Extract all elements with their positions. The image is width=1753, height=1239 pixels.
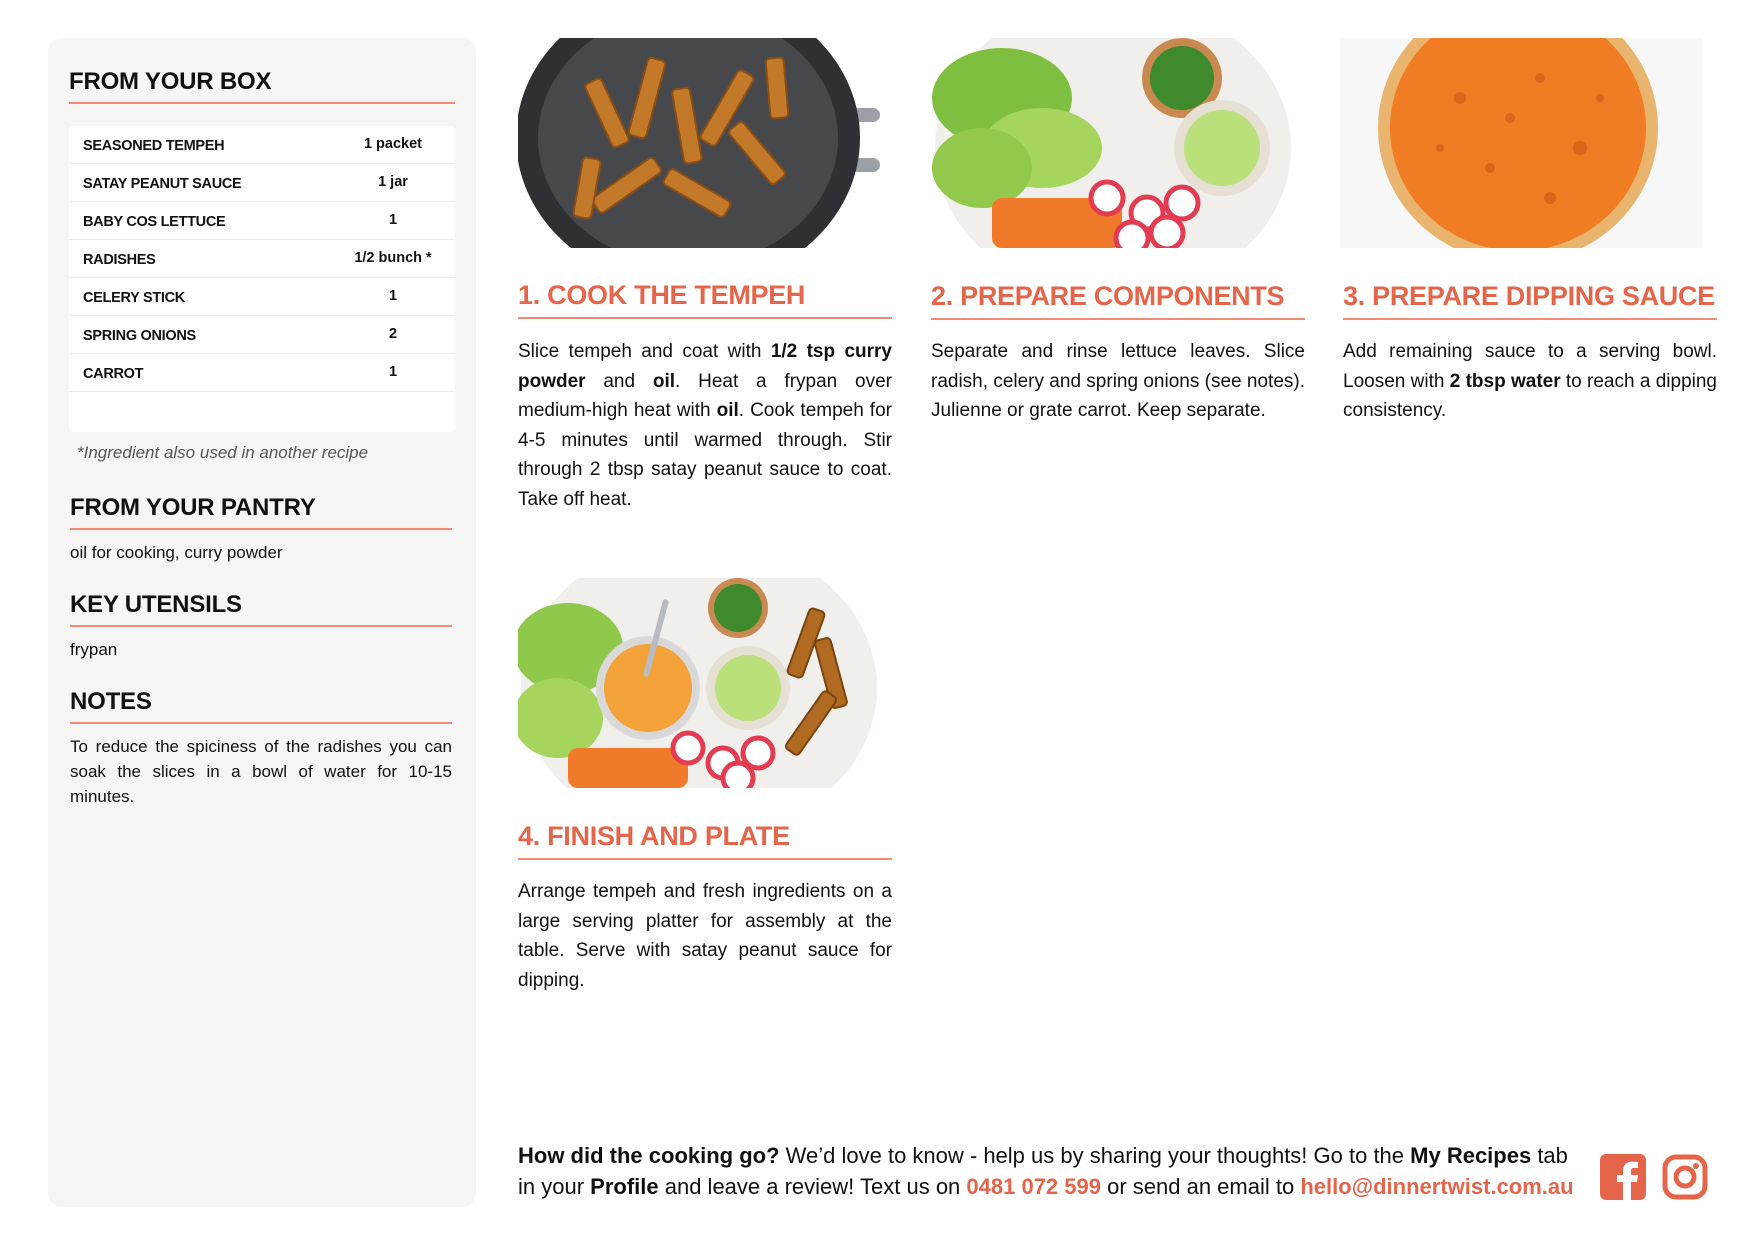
from-your-box-title: FROM YOUR BOX — [69, 68, 455, 104]
step-2-photo — [932, 38, 1294, 248]
ingredient-qty: 1/2 bunch * — [354, 250, 432, 266]
instagram-icon[interactable] — [1662, 1154, 1708, 1200]
table-row — [69, 316, 455, 354]
step-4-photo — [518, 578, 880, 788]
step-4-title: 4. FINISH AND PLATE — [518, 821, 892, 860]
email-link[interactable]: hello@dinnertwist.com.au — [1300, 1174, 1574, 1199]
phone-link[interactable]: 0481 072 599 — [966, 1174, 1101, 1199]
ingredient-qty: 1 — [388, 212, 398, 228]
ingredients-table — [69, 126, 455, 432]
step-3-photo — [1340, 38, 1702, 248]
key-utensils-title: KEY UTENSILS — [70, 591, 452, 627]
step-3-title: 3. PREPARE DIPPING SAUCE — [1343, 281, 1717, 320]
ingredient-name: RADISHES — [83, 252, 156, 268]
step-2-title: 2. PREPARE COMPONENTS — [931, 281, 1305, 320]
table-row — [69, 164, 455, 202]
step-2-text: Separate and rinse lettuce leaves. Slice radish, celery and spring onions (see notes). Julienne or grate carrot. Keep separate. — [931, 341, 1305, 421]
step-1-title: 1. COOK THE TEMPEH — [518, 280, 892, 319]
notes-text: To reduce the spiciness of the radishes you can soak the slices in a bowl of water for 10-15 minutes. — [70, 737, 452, 806]
ingredient-footnote: *Ingredient also used in another recipe — [77, 443, 369, 462]
ingredients-sidebar — [48, 38, 476, 1207]
from-your-pantry-title: FROM YOUR PANTRY — [70, 494, 452, 530]
notes-title: NOTES — [70, 688, 452, 724]
ingredient-name: SEASONED TEMPEH — [83, 138, 225, 154]
ingredient-qty: 1 — [388, 288, 398, 304]
ingredient-qty: 1 — [388, 364, 398, 380]
facebook-icon[interactable] — [1600, 1154, 1646, 1200]
table-row — [69, 354, 455, 392]
feedback-message: How did the cooking go? We’d love to know - help us by sharing your thoughts! Go to the My Recipes tab in your Profile and leave a review! Text us on 0481 072 599 or send an email to hello@dinnertwist.com.au — [518, 1143, 1574, 1199]
pantry-text: oil for cooking, curry powder — [70, 543, 283, 562]
ingredient-qty: 2 — [388, 326, 398, 342]
table-row — [69, 126, 455, 164]
utensils-text: frypan — [70, 640, 118, 659]
table-row — [69, 278, 455, 316]
ingredient-name: SPRING ONIONS — [83, 328, 196, 344]
ingredient-name: SATAY PEANUT SAUCE — [83, 176, 242, 192]
ingredient-name: CELERY STICK — [83, 290, 185, 306]
ingredient-name: BABY COS LETTUCE — [83, 214, 226, 230]
ingredient-qty: 1 packet — [363, 136, 423, 152]
step-1-text: Slice tempeh and coat with 1/2 tsp curry powder and oil. Heat a frypan over medium-high heat with oil. Cook tempeh for 4-5 minutes until warmed through. Stir through 2 tbsp satay peanut sauce to coat. Take off heat. — [518, 341, 892, 510]
table-row — [69, 202, 455, 240]
table-row — [69, 240, 455, 278]
ingredient-name: CARROT — [83, 366, 144, 382]
ingredient-qty: 1 jar — [378, 174, 408, 190]
step-3-text: Add remaining sauce to a serving bowl. Loosen with 2 tbsp water to reach a dipping consistency. — [1343, 341, 1717, 421]
step-4-text: Arrange tempeh and fresh ingredients on a large serving platter for assembly at the table. Serve with satay peanut sauce for dipping. — [518, 881, 892, 991]
step-1-photo — [518, 38, 880, 248]
